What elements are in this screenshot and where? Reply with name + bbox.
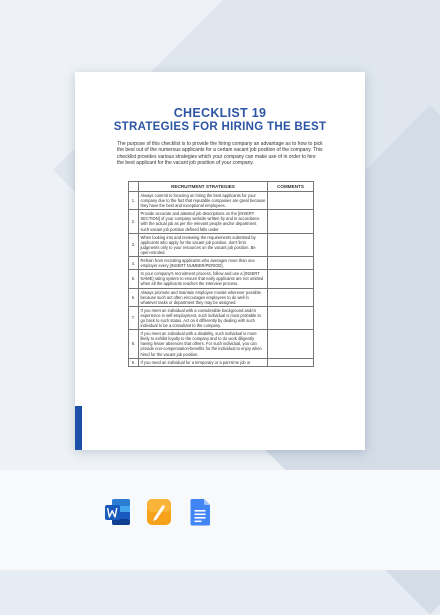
row-strategy: If you need an individual for a temporary or a part-time job or bbox=[139, 358, 268, 366]
row-strategy: Always commit to focusing on hiring the best applicants for your company due to the fact that reputable companies are great because they have the best and exceptional employees. bbox=[139, 192, 268, 210]
row-strategy: If you meet an individual with a disability, such individual is more likely to exhibit loyalty to the company and to do work diligently having lesser absences that others. For such individual, you can provide non-compensation-benefits for the individual to enjoy when hired for the vacant job position. bbox=[139, 330, 268, 358]
document-page-preview bbox=[75, 72, 365, 450]
table-row bbox=[129, 288, 314, 306]
row-comment-cell bbox=[268, 210, 314, 233]
row-comment-cell bbox=[268, 306, 314, 329]
row-strategy: Always promote and maintain employee morale wherever possible because such act often encourages employees to do well in whatever tasks or department they may be assigned. bbox=[139, 288, 268, 306]
row-number: 2. bbox=[129, 210, 139, 233]
row-number: 9. bbox=[129, 358, 139, 366]
format-icons bbox=[103, 497, 343, 527]
intro-paragraph: The purpose of this checklist is to provide the hiring company an advantage as to how to pick the best out of the numerous applicants for a certain vacant job position of the company. This checklist provides various strategies which your company can make use of in order to hire the best applicant for the vacant job position of your company. bbox=[117, 141, 323, 167]
row-strategy: Refrain from recruiting applicants who averages more than one employer every [INSERT NUMBER/PERIOD]. bbox=[139, 257, 268, 270]
document-subtitle: STRATEGIES FOR HIRING THE BEST bbox=[113, 121, 327, 133]
google-docs-icon[interactable] bbox=[185, 497, 215, 527]
row-comment-cell bbox=[268, 257, 314, 270]
row-number: 5. bbox=[129, 270, 139, 288]
row-comment-cell bbox=[268, 330, 314, 358]
row-comment-cell bbox=[268, 233, 314, 256]
row-number: 7. bbox=[129, 306, 139, 329]
row-strategy: In your company's recruitment process, follow and use a [INSERT NAME] rating system to ensure that early applicants are not omitted when all the applicants reaches the interview process. bbox=[139, 270, 268, 288]
word-icon[interactable] bbox=[103, 497, 133, 527]
table-row bbox=[129, 192, 314, 210]
table-row bbox=[129, 270, 314, 288]
table-row bbox=[129, 233, 314, 256]
header-comments: COMMENTS bbox=[268, 182, 314, 192]
table-header-row bbox=[129, 182, 314, 192]
row-number: 3. bbox=[129, 233, 139, 256]
row-number: 4. bbox=[129, 257, 139, 270]
header-strategies: RECRUITMENT STRATEGIES bbox=[139, 182, 268, 192]
document-title: CHECKLIST 19 bbox=[173, 106, 267, 120]
row-number: 1. bbox=[129, 192, 139, 210]
row-comment-cell bbox=[268, 192, 314, 210]
row-strategy: When looking into and reviewing the requirements submitted by applicants who apply for the vacant job position, don't limit judgments only to your resources on the vacant job position. Be open-minded. bbox=[139, 233, 268, 256]
row-comment-cell bbox=[268, 270, 314, 288]
row-strategy: Provide accurate and attested job descriptions on the [INSERT SECTION] of your company website written by and in accordance with the actual job as per the relevant people and/or department such vacant job position defined falls under. bbox=[139, 210, 268, 233]
table-row bbox=[129, 330, 314, 358]
row-comment-cell bbox=[268, 358, 314, 366]
row-comment-cell bbox=[268, 288, 314, 306]
table-row bbox=[129, 257, 314, 270]
header-number bbox=[129, 182, 139, 192]
strategies-table bbox=[128, 181, 314, 367]
pages-icon[interactable] bbox=[144, 497, 174, 527]
row-number: 6. bbox=[129, 288, 139, 306]
table-row bbox=[129, 306, 314, 329]
row-strategy: If you meet an individual with a considerable background and/or experience in self-employment, such individual is most probable to go back to such status. Act on it differently by dealing with such individual to be a consultant to the company. bbox=[139, 306, 268, 329]
table-row bbox=[129, 210, 314, 233]
row-number: 8. bbox=[129, 330, 139, 358]
accent-bar bbox=[75, 406, 82, 450]
table-row bbox=[129, 358, 314, 366]
